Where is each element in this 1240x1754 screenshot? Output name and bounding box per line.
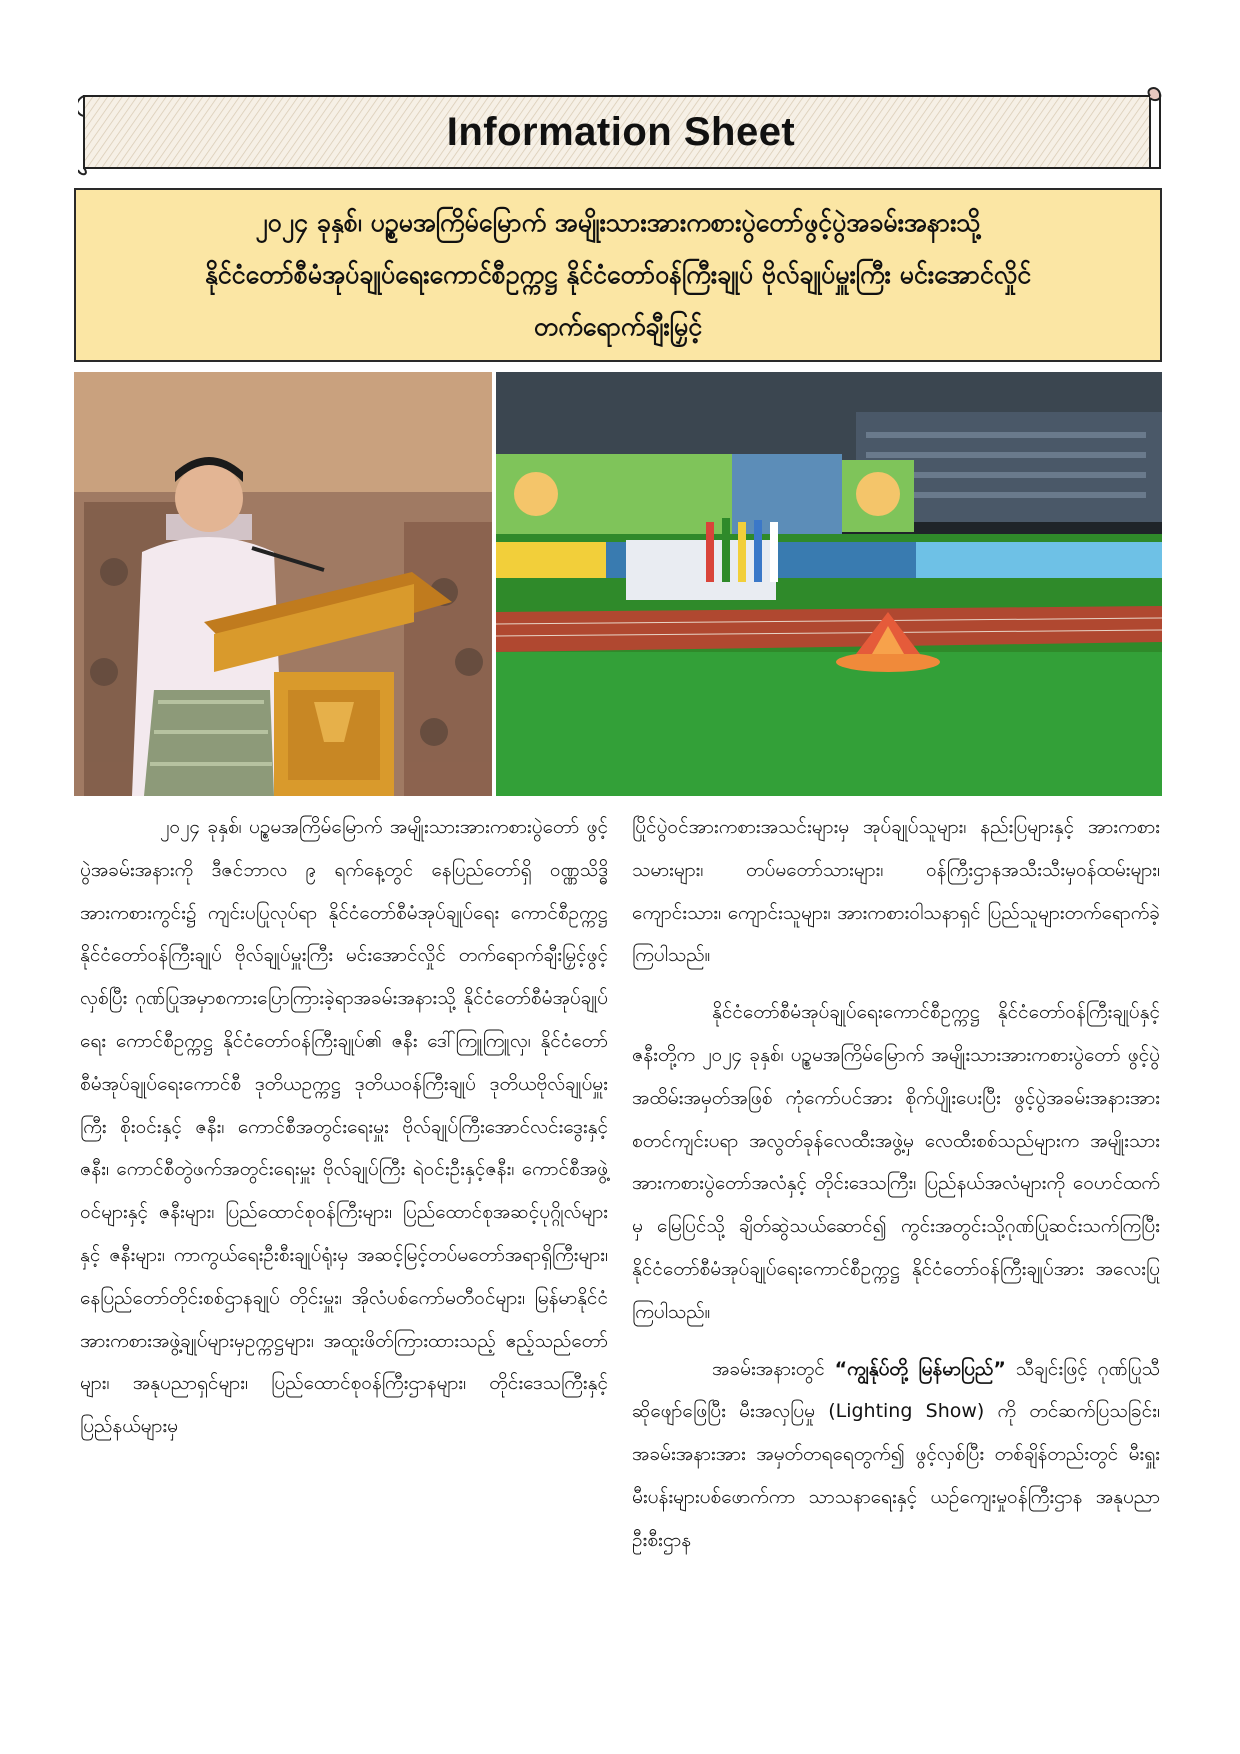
headline-line-1: ၂၀၂၄ ခုနှစ်၊ ပဉ္စမအကြိမ်မြောက် အမျိုးသားအားကစားပွဲတော်ဖွင့်ပွဲအခမ်းအနားသို့ [255,208,981,237]
headline-line-3: တက်ရောက်ချီးမြှင့် [533,312,703,341]
page-title: Information Sheet [446,109,796,154]
title-banner [78,86,1164,178]
article-paragraph-2: နိုင်ငံတော်စီမံအုပ်ချုပ်ရေးကောင်စီဥက္ကဋ္ဌ နိုင်ငံတော်ဝန်ကြီးချုပ်နှင့် ဇနီးတို့က ၂၀၂၄ ခုနှစ်၊ ပဉ္စမအကြိမ်မြောက် အမျိုးသားအားကစားပွဲတော် ဖွင့်ပွဲအထိမ်းအမှတ်အဖြစ် ကုံကော်ပင်အား စိုက်ပျိုးပေးပြီး ဖွင့်ပွဲအခမ်းအနားအား စတင်ကျင်းပရာ အလွတ်ခုန်လေထီးအဖွဲ့မှ လေထီးစစ်သည်များက အမျိုးသားအားကစားပွဲတော်အလံနှင့် တိုင်းဒေသကြီး၊ ပြည်နယ်အလံများကို ဝေဟင်ထက်မှ မြေပြင်သို့ ချိတ်ဆွဲသယ်ဆောင်၍ ကွင်းအတွင်းသို့ဂုဏ်ပြုဆင်းသက်ကြပြီး နိုင်ငံတော်စီမံအုပ်ချုပ်ရေးကောင်စီဥက္ကဋ္ဌ နိုင်ငံတော်ဝန်ကြီးချုပ်အား အလေးပြုကြပါသည်။ [632,1001,1160,1323]
photo-speaker [74,372,492,796]
article-column-left [80,806,608,1448]
stadium-illustration [496,372,1162,796]
headline-box [74,188,1162,362]
speaker-illustration [74,372,492,796]
article-paragraph-1: ၂၀၂၄ ခုနှစ်၊ ပဉ္စမအကြိမ်မြောက် အမျိုးသားအားကစားပွဲတော် ဖွင့်ပွဲအခမ်းအနားကို ဒီဇင်ဘာလ ၉ ရက်နေ့တွင် နေပြည်တော်ရှိ ဝဏ္ဏသိဒ္ဓိအားကစားကွင်း၌ ကျင်းပပြုလုပ်ရာ နိုင်ငံတော်စီမံအုပ်ချုပ်ရေး ကောင်စီဥက္ကဋ္ဌ နိုင်ငံတော်ဝန်ကြီးချုပ် ဗိုလ်ချုပ်မှူးကြီး မင်းအောင်လှိုင် တက်ရောက်ချီးမြှင့်ဖွင့်လှစ်ပြီး ဂုဏ်ပြုအမှာစကားပြောကြားခဲ့ရာအခမ်းအနားသို့ နိုင်ငံတော်စီမံအုပ်ချုပ်ရေး ကောင်စီဥက္ကဋ္ဌ နိုင်ငံတော်ဝန်ကြီးချုပ်၏ ဇနီး ဒေါ်ကြူကြူလှ၊ နိုင်ငံတော်စီမံအုပ်ချုပ်ရေးကောင်စီ ဒုတိယဥက္ကဋ္ဌ ဒုတိယဝန်ကြီးချုပ် ဒုတိယဗိုလ်ချုပ်မှူးကြီး စိုးဝင်းနှင့် ဇနီး၊ ကောင်စီအတွင်းရေးမှူး ဗိုလ်ချုပ်ကြီးအောင်လင်းဒွေးနှင့် ဇနီး၊ ကောင်စီတွဲဖက်အတွင်းရေးမှူး ဗိုလ်ချုပ်ကြီး ရဲဝင်းဦးနှင့်ဇနီး၊ ကောင်စီအဖွဲ့ဝင်များနှင့် ဇနီးများ၊ ပြည်ထောင်စုဝန်ကြီးများ၊ ပြည်ထောင်စုအဆင့်ပုဂ္ဂိုလ်များနှင့် ဇနီးများ၊ ကာကွယ်ရေးဦးစီးချုပ်ရုံးမှ အဆင့်မြင့်တပ်မတော်အရာရှိကြီးများ၊ နေပြည်တော်တိုင်းစစ်ဌာနချုပ် တိုင်းမှူး၊ အိုလံပစ်ကော်မတီဝင်များ၊ မြန်မာနိုင်ငံအားကစားအဖွဲ့ချုပ်များမှဥက္ကဋ္ဌများ၊ အထူးဖိတ်ကြားထားသည့် ဧည့်သည်တော်များ၊ အနုပညာရှင်များ၊ ပြည်ထောင်စုဝန်ကြီးဌာနများ၊ တိုင်းဒေသကြီးနှင့် ပြည်နယ်များမှ [80,816,608,1438]
article-paragraph-3-lead: အခမ်းအနားတွင် [712,1357,825,1380]
article-paragraph-3-body: သီချင်းဖြင့် ဂုဏ်ပြုသီဆိုဖျော်ဖြေပြီး မီးအလှပြမှု (Lighting Show) ကို တင်ဆက်ပြသခြင်း၊ အခမ်းအနားအား အမှတ်တရရေတွက်၍ ဖွင့်လှစ်ပြီး တစ်ချိန်တည်းတွင် မီးရှူးမီးပန်းများပစ်ဖောက်ကာ သာသနာရေးနှင့် ယဉ်ကျေးမှုဝန်ကြီးဌာန အနုပညာဦးစီးဌာန [632,1357,1161,1551]
photo-stadium [496,372,1162,796]
article-paragraph-1-continued: ပြိုင်ပွဲဝင်အားကစားအသင်းများမှ အုပ်ချုပ်သူများ၊ နည်းပြများနှင့် အားကစားသမားများ၊ တပ်မတော်သားများ၊ ဝန်ကြီးဌာနအသီးသီးမှဝန်ထမ်းများ၊ ကျောင်းသား၊ ကျောင်းသူများ၊ အားကစားဝါသနာရှင် ပြည်သူများတက်ရောက်ခဲ့ကြပါသည်။ [632,816,1160,967]
article-column-right [632,806,1160,1562]
headline-line-2: နိုင်ငံတော်စီမံအုပ်ချုပ်ရေးကောင်စီဥက္ကဋ္ဌ နိုင်ငံတော်ဝန်ကြီးချုပ် ဗိုလ်ချုပ်မှူးကြီး မင်းအောင်လှိုင် [204,260,1032,289]
article-paragraph-3 [632,1348,1160,1562]
song-title: “ကျွန်ုပ်တို့ မြန်မာပြည်” [834,1357,1006,1380]
